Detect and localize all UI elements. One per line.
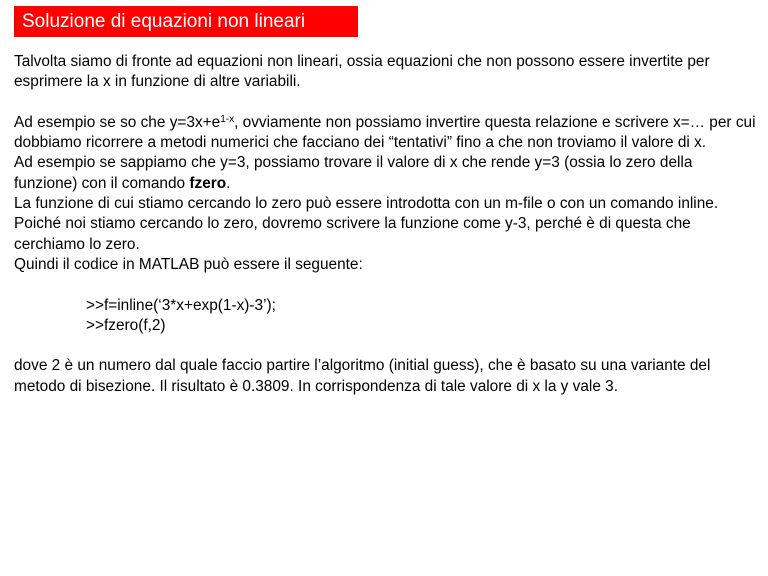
code-line-2: >>fzero(f,2): [86, 316, 166, 334]
slide-body: [14, 52, 759, 397]
code-line-1: >>f=inline(‘3*x+exp(1-x)-3’);: [86, 296, 276, 314]
paragraph-spacer: [14, 275, 759, 295]
slide-title: Soluzione di equazioni non lineari: [22, 11, 306, 32]
matlab-intro-paragraph: Quindi il codice in MATLAB può essere il seguente:: [14, 255, 363, 273]
paragraph-spacer: [14, 336, 759, 356]
fzero-tail: .: [226, 174, 231, 192]
example-lead: Ad esempio se so che y=3x+e: [14, 113, 221, 131]
fzero-lead: Ad esempio se sappiamo che y=3, possiamo trovare il valore di x che rende y=3 (ossia lo zero della funzione) con il comando: [14, 154, 693, 192]
fzero-command: fzero: [189, 174, 227, 192]
slide-title-bar: [14, 6, 358, 37]
function-note-paragraph: La funzione di cui stiamo cercando lo zero può essere introdotta con un m-file o con un comando inline. Poiché noi stiamo cercando lo zero, dovremo scrivere la funzione come y-3, perché è di questa che cerchiamo lo zero.: [14, 195, 719, 253]
example-exponent: 1-x: [220, 113, 235, 125]
example-paragraph: [14, 113, 759, 154]
fzero-paragraph: [14, 153, 759, 194]
example-tail: , ovviamente non possiamo invertire questa relazione e scrivere x=… per cui dobbiamo ricorrere a metodi numerici che facciano dei “tentativi” fino a che non troviamo il valore di x.: [14, 113, 756, 152]
conclusion-paragraph: dove 2 è un numero dal quale faccio partire l’algoritmo (initial guess), che è basato su una variante del metodo di bisezione. Il risultato è 0.3809. In corrispondenza di tale valore di x la y vale 3.: [14, 357, 711, 395]
intro-paragraph: Talvolta siamo di fronte ad equazioni non lineari, ossia equazioni che non possono essere invertite per esprimere la x in funzione di altre variabili.: [14, 53, 710, 91]
paragraph-spacer: [14, 93, 759, 113]
